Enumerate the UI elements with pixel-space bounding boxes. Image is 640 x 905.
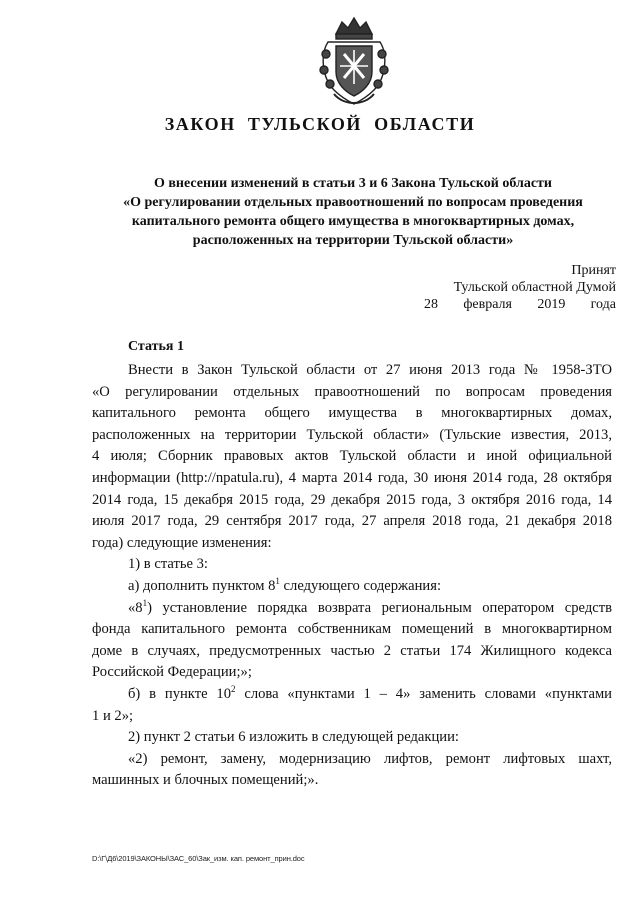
adoption-date: [424, 296, 616, 313]
body-line: Внести в Закон Тульской области от 27 июня 2013 года № 1958-ЗТО: [128, 362, 612, 378]
body-line: 4 июля; Сборник правовых актов Тульской области и иной официальной: [92, 448, 612, 465]
tula-coat-of-arms-icon: [314, 14, 394, 108]
body-line: капитального ремонта общего имущества в многоквартирных домах,: [92, 405, 612, 422]
article-body: [92, 360, 612, 792]
adoption-month: февраля: [463, 297, 512, 312]
subtitle-line: расположенных на территории Тульской области»: [192, 233, 514, 248]
item-2: 2) пункт 2 статьи 6 изложить в следующей редакции:: [128, 729, 459, 746]
body-line: фонда капитального ремонта собственникам помещений в многоквартирном: [92, 621, 612, 638]
body-line: июля 2017 года, 29 сентября 2017 года, 27 апреля 2018 года, 21 декабря 2018: [92, 513, 612, 530]
subtitle-line: капитального ремонта общего имущества в многоквартирных домах,: [131, 214, 575, 229]
adoption-year: 2019: [537, 297, 566, 312]
body-line: 2014 года, 15 декабря 2015 года, 29 декабря 2015 года, 3 октября 2016 года, 14: [92, 491, 612, 508]
body-line: Российской Федерации;»;: [92, 664, 252, 681]
law-subtitle: [78, 174, 628, 250]
adopted-by: Тульской областной Думой: [453, 280, 616, 295]
item-b: б) в пункте $10^2$ слова «пунктами 1 – 4» заменить словами «пунктами: [128, 683, 612, 702]
quote-2-first: «2) ремонт, замену, модернизацию лифтов, ремонт лифтовых шахт,: [128, 750, 612, 767]
body-line: расположенных на территории Тульской области» (Тульские известия, 2013,: [92, 426, 612, 443]
file-path-footer: D:\Г\Д6\2019\ЗАКОНЫ\ЗАС_60\Зак_изм. кап. ремонт_прин.doc: [92, 854, 305, 863]
subtitle-line: О внесении изменений в статьи 3 и 6 Закона Тульской области: [153, 176, 552, 191]
adoption-block: [424, 262, 616, 313]
body-line: «О регулировании отдельных правоотношений по вопросам проведения: [92, 383, 612, 400]
body-line: 1 и 2»;: [92, 707, 134, 724]
adoption-day: 28: [424, 297, 438, 312]
item-a: а) дополнить пунктом $8^1$ следующего содержания:: [128, 575, 442, 594]
law-title: ЗАКОН ТУЛЬСКОЙ ОБЛАСТИ: [164, 114, 476, 134]
adopted-label: Принят: [571, 263, 616, 278]
quote-1-first: «$8^1$) установление порядка возврата региональным оператором средств: [128, 597, 612, 616]
body-line: доме в случаях, предусмотренных частью 2 статьи 174 Жилищного кодекса: [92, 642, 612, 659]
body-line: года) следующие изменения:: [92, 534, 272, 551]
subtitle-line: «О регулировании отдельных правоотношений по вопросам проведения: [123, 195, 583, 210]
article-heading: Статья 1: [128, 339, 184, 354]
body-line: машинных и блочных помещений;».: [92, 772, 319, 789]
item-1: 1) в статье 3:: [128, 556, 208, 573]
adoption-year-word: года: [590, 297, 616, 312]
body-line: информации (http://npatula.ru), 4 марта 2014 года, 30 июня 2014 года, 28 октября: [92, 469, 612, 486]
